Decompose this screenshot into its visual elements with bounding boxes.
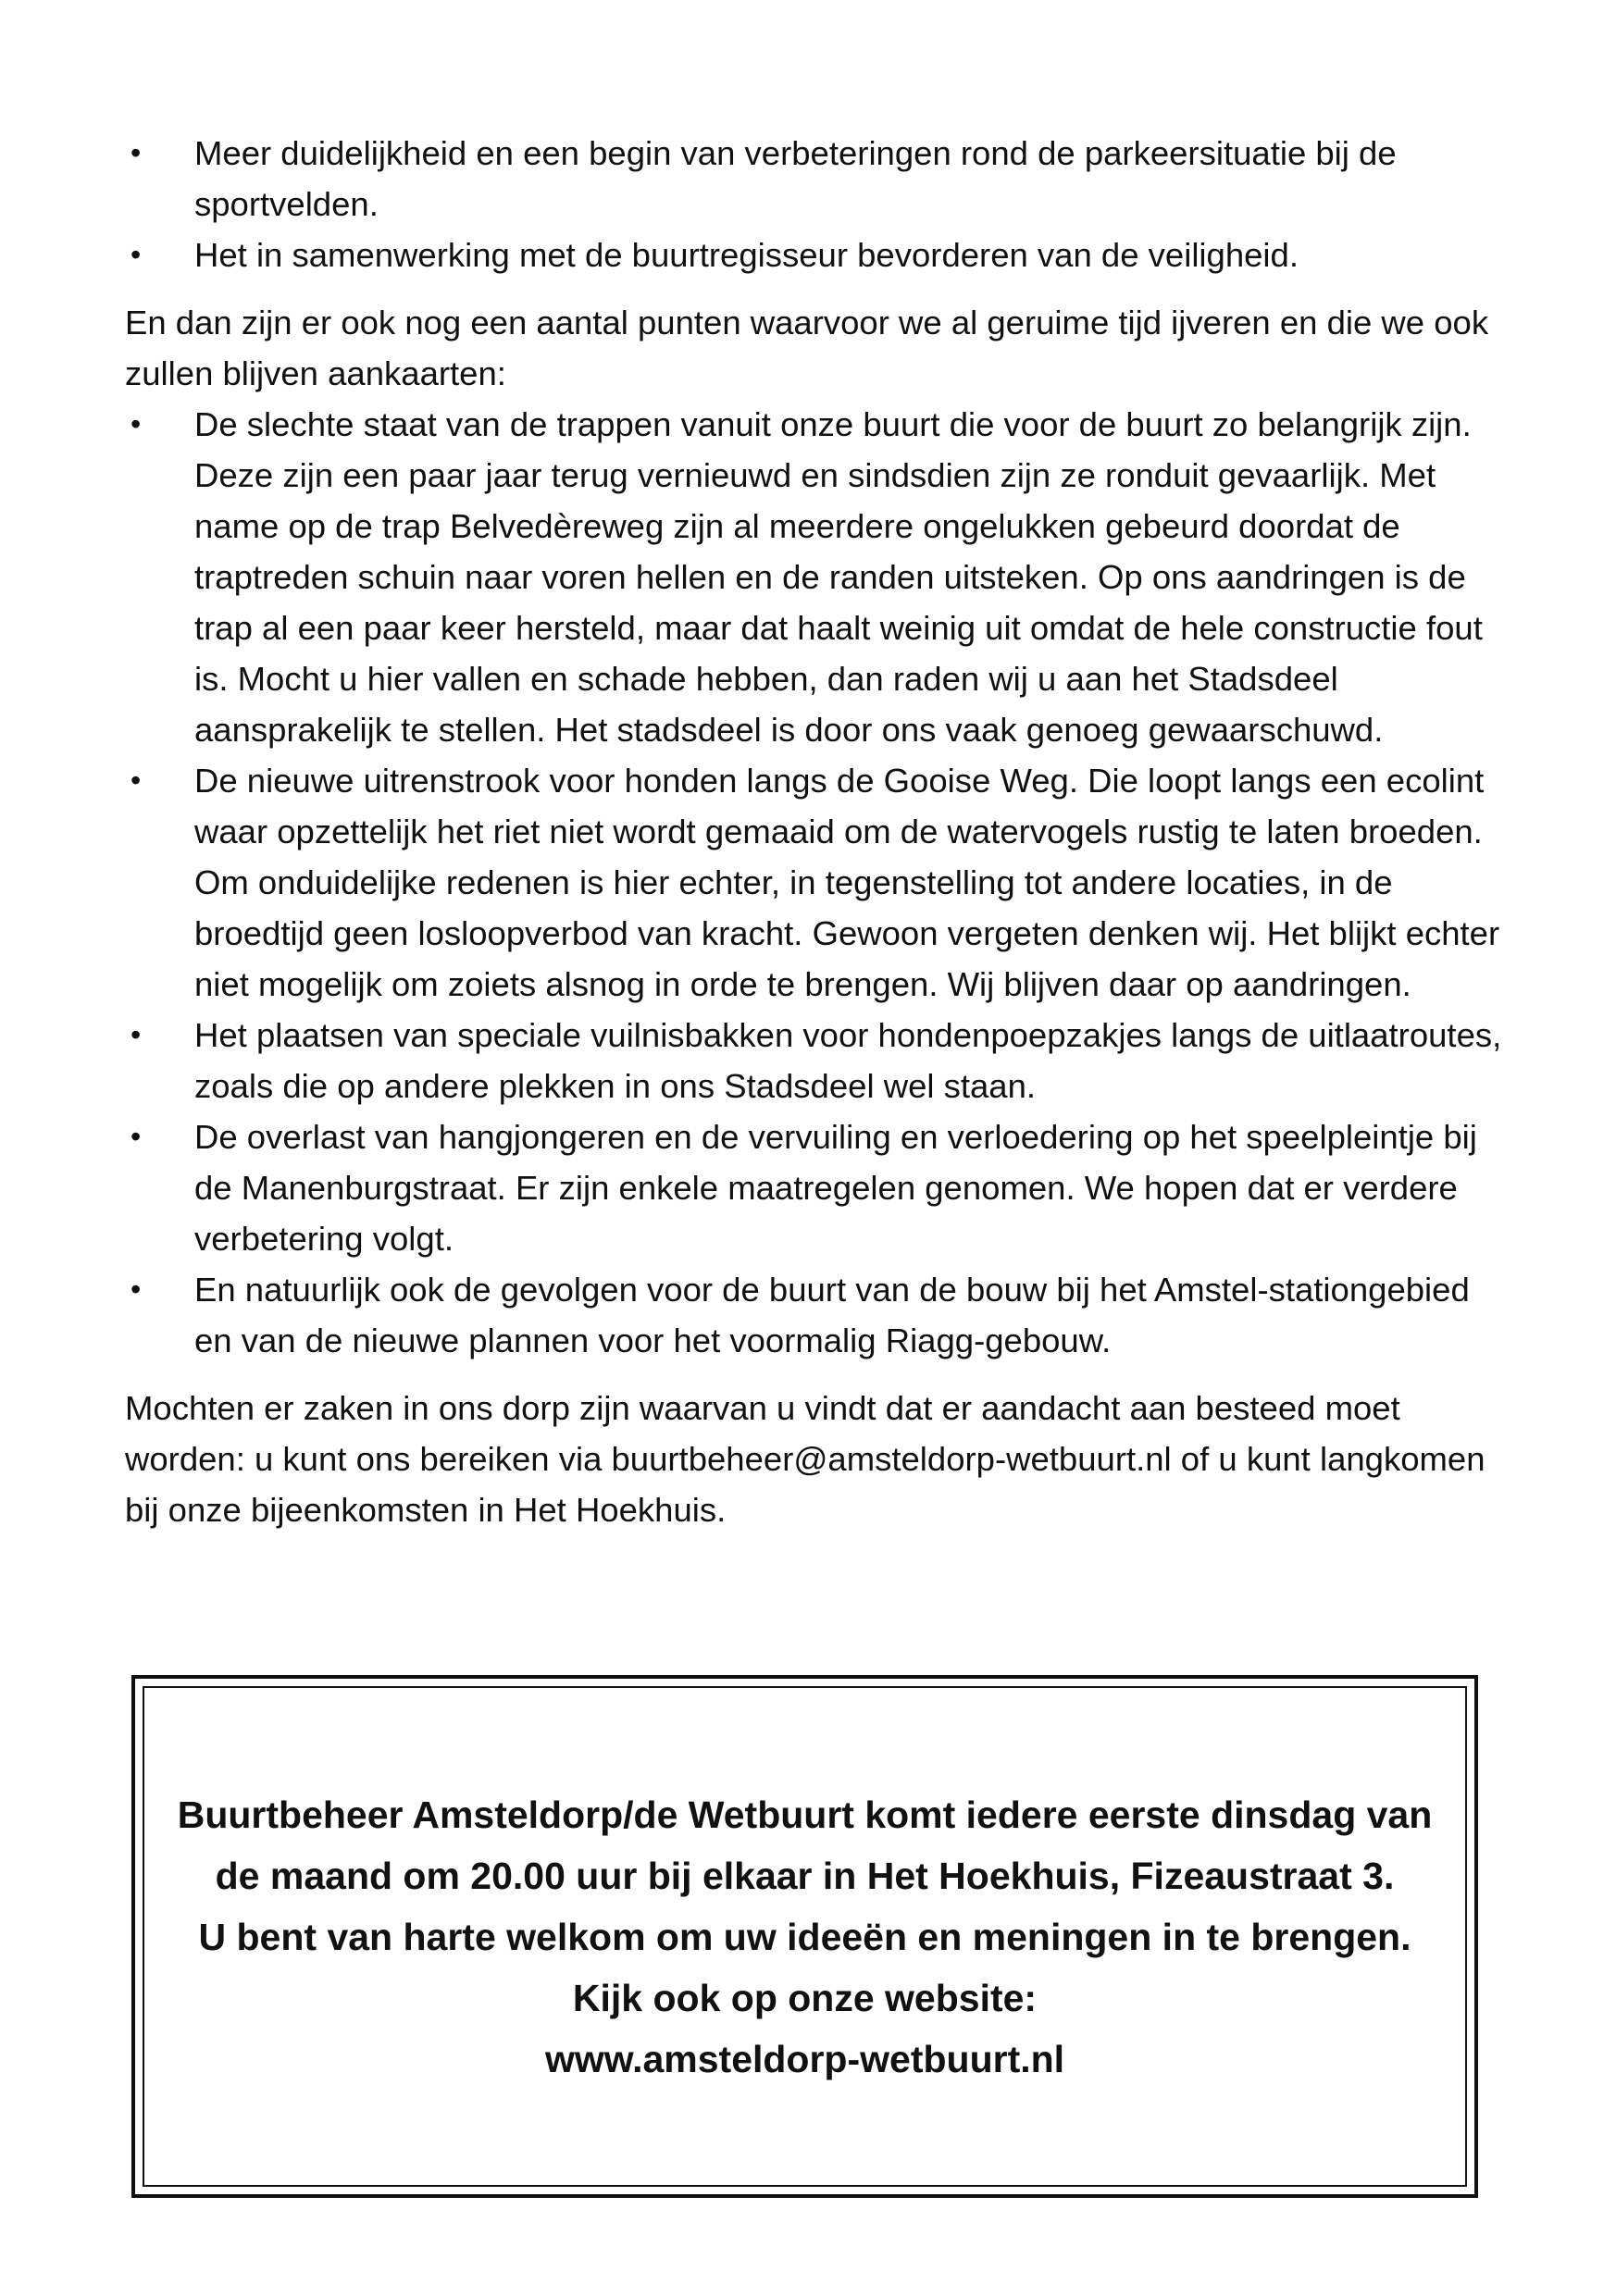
list-item xyxy=(125,399,1513,755)
list-item-text: De nieuwe uitrenstrook voor honden langs de Gooise Weg. Die loopt langs een ecolint waar opzettelijk het riet niet wordt gemaaid om de watervogels rustig te laten broeden. Om onduidelijke redenen is hier echter, in tegenstelling tot andere locaties, in de broedtijd geen losloopverbod van kracht. Gewoon vergeten denken wij. Het blijkt echter niet mogelijk om zoiets alsnog in orde te brengen. Wij blijven daar op aandringen. xyxy=(194,762,1500,1003)
list-item xyxy=(125,755,1513,1010)
notice-meeting-info: Buurtbeheer Amsteldorp/de Wetbuurt komt iedere eerste dinsdag van de maand om 20.00 uur bij elkaar in Het Hoekhuis, Fizeaustraat 3. xyxy=(177,1793,1433,1897)
bullet-list-top xyxy=(125,128,1513,280)
bullet-icon: • xyxy=(131,407,142,441)
bullet-icon: • xyxy=(131,1272,142,1306)
list-item xyxy=(125,230,1513,280)
list-item-text: De slechte staat van de trappen vanuit onze buurt die voor de buurt zo belangrijk zijn. Deze zijn een paar jaar terug vernieuwd en sindsdien zijn ze ronduit gevaarlijk. Met name op de trap Belvedèreweg zijn al meerdere ongelukken gebeurd doordat de traptreden schuin naar voren hellen en de randen uitsteken. Op ons aandringen is de trap al een paar keer hersteld, maar dat haalt weinig uit omdat de hele constructie fout is. Mocht u hier vallen en schade hebben, dan raden wij u aan het Stadsdeel aansprakelijk te stellen. Het stadsdeel is door ons vaak genoeg gewaarschuwd. xyxy=(194,405,1483,749)
notice-website-label: Kijk ook op onze website: xyxy=(572,1976,1038,2019)
list-item-text: Meer duidelijkheid en een begin van verbeteringen rond de parkeersituatie bij de sportvelden. xyxy=(194,134,1397,223)
notice-website-url: www.amsteldorp-wetbuurt.nl xyxy=(544,2037,1065,2080)
bullet-icon: • xyxy=(131,1018,142,1051)
meeting-notice-box xyxy=(131,1675,1478,2198)
meeting-notice-content xyxy=(143,1686,1467,2187)
document-page xyxy=(125,128,1513,1535)
list-item xyxy=(125,1010,1513,1111)
list-item-text: Het in samenwerking met de buurtregisseur bevorderen van de veiligheid. xyxy=(194,236,1299,274)
notice-welcome: U bent van harte welkom om uw ideeën en meningen in te brengen. xyxy=(198,1915,1411,1958)
list-item xyxy=(125,1264,1513,1366)
bullet-icon: • xyxy=(131,136,142,169)
list-item-text: En natuurlijk ook de gevolgen voor de buurt van de bouw bij het Amstel-stationgebied en van de nieuwe plannen voor het voormalig Riagg-gebouw. xyxy=(194,1271,1470,1359)
bullet-icon: • xyxy=(131,238,142,271)
bullet-icon: • xyxy=(131,763,142,797)
intro-paragraph: En dan zijn er ook nog een aantal punten waarvoor we al geruime tijd ijveren en die we ook zullen blijven aankaarten: xyxy=(125,304,1489,392)
bullet-list-main xyxy=(125,399,1513,1366)
list-item xyxy=(125,128,1513,230)
list-item xyxy=(125,1111,1513,1264)
list-item-text: Het plaatsen van speciale vuilnisbakken voor hondenpoepzakjes langs de uitlaatroutes, zoals die op andere plekken in ons Stadsdeel wel staan. xyxy=(194,1016,1502,1105)
closing-paragraph: Mochten er zaken in ons dorp zijn waarvan u vindt dat er aandacht aan besteed moet worden: u kunt ons bereiken via buurtbeheer@amsteldorp-wetbuurt.nl of u kunt langkomen bij onze bijeenkomsten in Het Hoekhuis. xyxy=(125,1389,1485,1529)
bullet-icon: • xyxy=(131,1120,142,1153)
list-item-text: De overlast van hangjongeren en de vervuiling en verloedering op het speelpleintje bij de Manenburgstraat. Er zijn enkele maatregelen genomen. We hopen dat er verdere verbetering volgt. xyxy=(194,1118,1477,1258)
